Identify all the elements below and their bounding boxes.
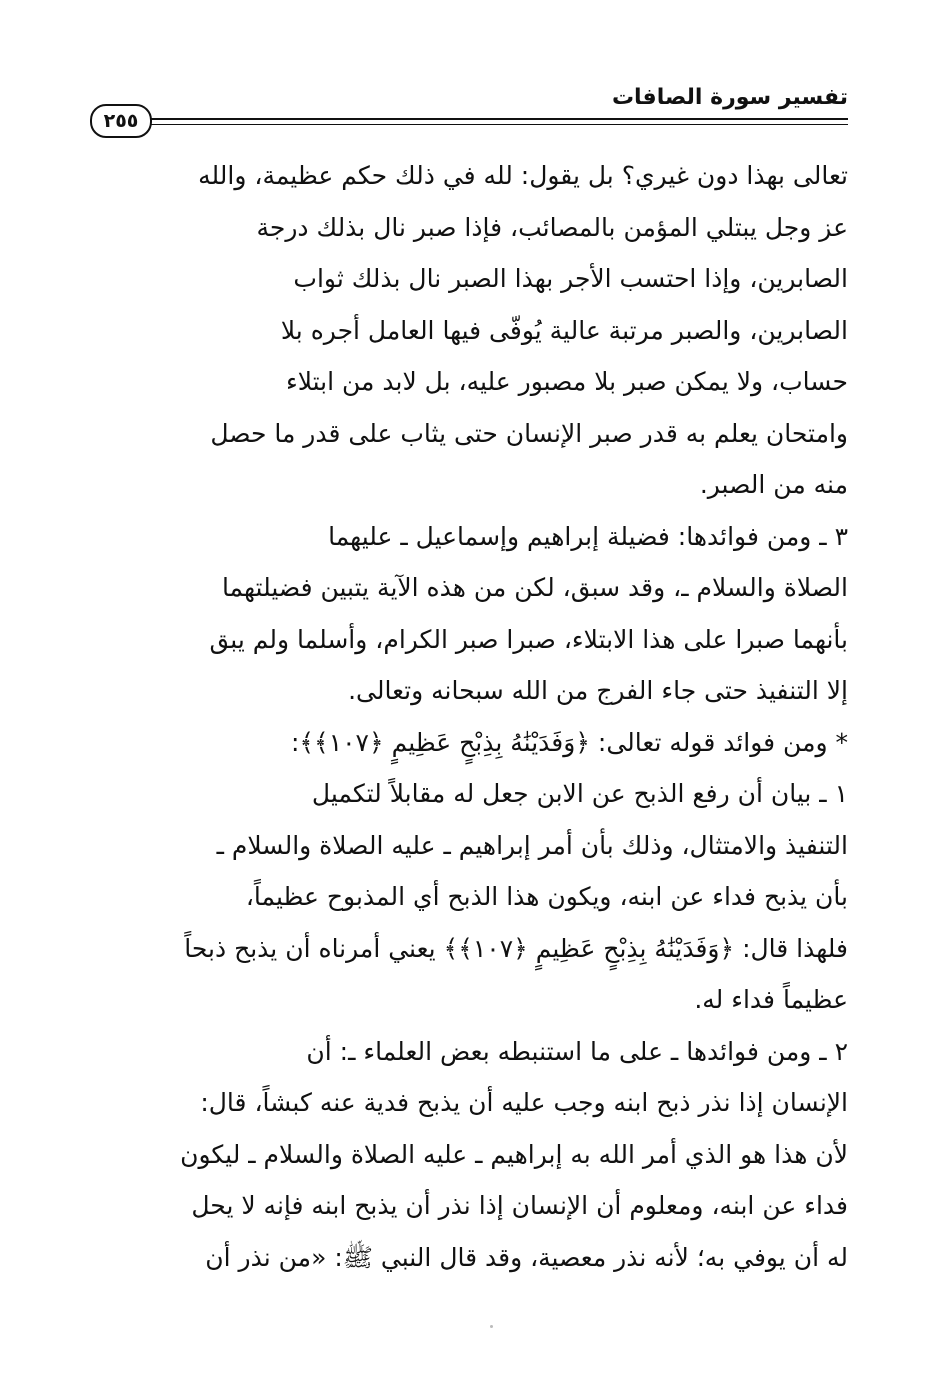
text-line: وامتحان يعلم به قدر صبر الإنسان حتى يثاب على قدر ما حصل bbox=[210, 418, 848, 448]
text-line: الصابرين، والصبر مرتبة عالية يُوفّى فيها العامل أجره بلا bbox=[280, 315, 848, 345]
text-line: بأنهما صبرا على هذا الابتلاء، صبرا صبر الكرام، وأسلما ولم يبق bbox=[209, 624, 848, 654]
text-line: ٣ ـ ومن فوائدها: فضيلة إبراهيم وإسماعيل ـ عليهما bbox=[328, 521, 848, 551]
text-line: ١ ـ بيان أن رفع الذبح عن الابن جعل له مقابلاً لتكميل bbox=[311, 779, 848, 808]
text-line: تعالى بهذا دون غيري؟ بل يقول: لله في ذلك حكم عظيمة، والله bbox=[198, 161, 848, 190]
text-line: الصلاة والسلام ـ، وقد سبق، لكن من هذه الآية يتبين فضيلتهما bbox=[221, 573, 848, 602]
text-line: حساب، ولا يمكن صبر بلا مصبور عليه، بل لابد من ابتلاء bbox=[285, 367, 848, 396]
text-line: عظيماً فداء له. bbox=[694, 985, 848, 1014]
header-rule-thin bbox=[148, 124, 848, 125]
text-line: لأن هذا هو الذي أمر الله به إبراهيم ـ عليه الصلاة والسلام ـ ليكون bbox=[180, 1139, 848, 1169]
text-line: عز وجل يبتلي المؤمن بالمصائب، فإذا صبر نال بذلك درجة bbox=[256, 212, 848, 242]
text-line: الصابرين، وإذا احتسب الأجر بهذا الصبر نال بذلك ثواب bbox=[293, 264, 848, 293]
header-rule bbox=[148, 118, 848, 120]
text-line: الإنسان إذا نذر ذبح ابنه وجب عليه أن يذبح فدية عنه كبشاً، قال: bbox=[200, 1088, 848, 1117]
running-header-title: تفسير سورة الصافات bbox=[611, 85, 848, 110]
text-line: فداء عن ابنه، ومعلوم أن الإنسان إذا نذر أن يذبح ابنه فإنه لا يحل bbox=[191, 1191, 848, 1220]
body-text bbox=[100, 150, 848, 1283]
text-line: فلهذا قال: ﴿وَفَدَيْنَٰهُ بِذِبْحٍ عَظِيمٍ ﴿١٠٧﴾﴾ يعني أمرناه أن يذبح ذبحاً bbox=[184, 933, 848, 963]
text-line: له أن يوفي به؛ لأنه نذر معصية، وقد قال النبي ﷺ: «من نذر أن bbox=[205, 1242, 848, 1272]
scan-speck bbox=[490, 1325, 493, 1328]
text-line: التنفيذ والامتثال، وذلك بأن أمر إبراهيم ـ عليه الصلاة والسلام ـ bbox=[216, 830, 848, 860]
text-line: * ومن فوائد قوله تعالى: ﴿وَفَدَيْنَٰهُ بِذِبْحٍ عَظِيمٍ ﴿١٠٧﴾﴾: bbox=[290, 727, 848, 757]
text-line: منه من الصبر. bbox=[699, 470, 848, 499]
page-number-badge: ٢٥٥ bbox=[90, 104, 152, 138]
text-line: بأن يذبح فداء عن ابنه، ويكون هذا الذبح أي المذبوح عظيماً، bbox=[245, 882, 848, 911]
text-line: ٢ ـ ومن فوائدها ـ على ما استنبطه بعض العلماء ـ: أن bbox=[306, 1036, 848, 1066]
text-line: إلا التنفيذ حتى جاء الفرج من الله سبحانه وتعالى. bbox=[348, 676, 848, 705]
